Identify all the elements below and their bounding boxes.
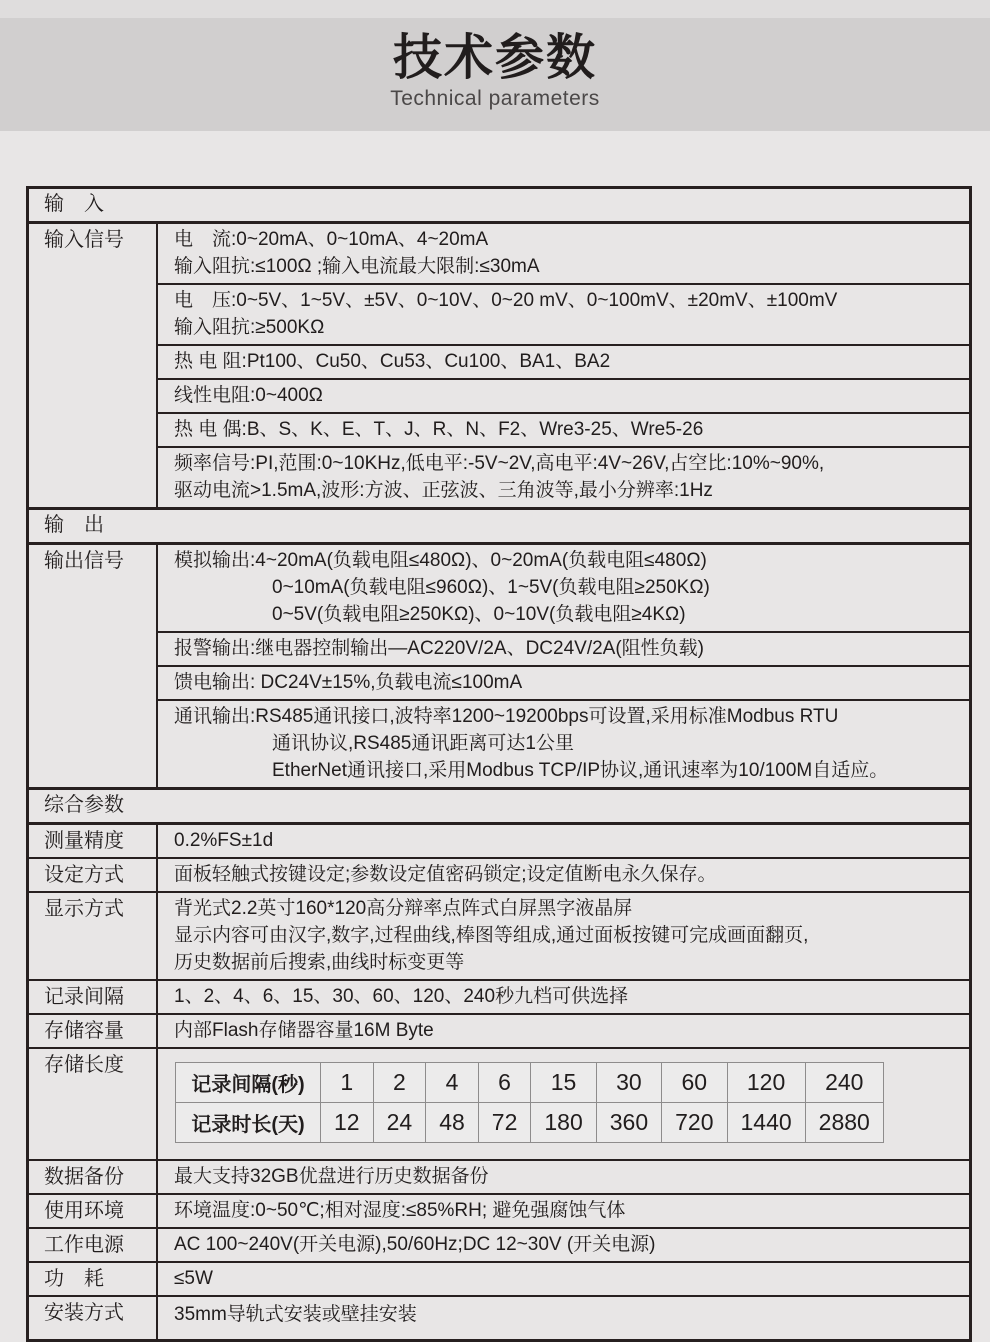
content-line: 35mm导轨式安装或壁挂安装 bbox=[174, 1304, 417, 1325]
storage-row-label: 记录时长(天) bbox=[176, 1103, 321, 1143]
storage-interval-cell: 15 bbox=[531, 1063, 596, 1103]
content-cell-frequency bbox=[158, 446, 969, 507]
storage-row-label: 记录间隔(秒) bbox=[176, 1063, 321, 1103]
section-row-output bbox=[29, 507, 969, 542]
table-row-storage-length bbox=[29, 1047, 969, 1159]
storage-interval-cell: 2 bbox=[373, 1063, 426, 1103]
content-line: 输入阻抗:≤100Ω ;输入电流最大限制:≤30mA bbox=[174, 256, 540, 277]
title-band bbox=[0, 18, 990, 131]
storage-interval-cell: 120 bbox=[727, 1063, 805, 1103]
content-cell-rtd bbox=[158, 344, 969, 378]
table-row-power-supply bbox=[29, 1227, 969, 1261]
row-content bbox=[158, 1229, 969, 1261]
content-line: 0~10mA(负载电阻≤960Ω)、1~5V(负载电阻≥250KΩ) bbox=[272, 577, 710, 598]
storage-header-row bbox=[176, 1063, 884, 1103]
content-cell-current bbox=[158, 224, 969, 283]
content-line: 线性电阻:0~400Ω bbox=[174, 385, 323, 406]
content-line: 背光式2.2英寸160*120高分辩率点阵式白屏黑字液晶屏 bbox=[174, 898, 633, 919]
row-content bbox=[158, 859, 969, 891]
row-content bbox=[158, 1297, 969, 1339]
page-title: 技术参数 bbox=[392, 31, 597, 85]
row-content bbox=[158, 224, 969, 507]
row-label: 存储长度 bbox=[29, 1049, 158, 1159]
content-line: 模拟输出:4~20mA(负载电阻≤480Ω)、0~20mA(负载电阻≤480Ω) bbox=[174, 550, 707, 571]
content-line: 馈电输出: DC24V±15%,负载电流≤100mA bbox=[174, 672, 523, 693]
content-cell-alarm-output bbox=[158, 631, 969, 665]
storage-table-wrap bbox=[158, 1049, 969, 1159]
content-line: 电 流:0~20mA、0~10mA、4~20mA bbox=[174, 229, 489, 250]
storage-interval-cell: 4 bbox=[426, 1063, 479, 1103]
row-label: 功 耗 bbox=[29, 1263, 158, 1295]
content-line: ≤5W bbox=[174, 1268, 213, 1289]
section-label: 输 入 bbox=[44, 193, 104, 215]
content-line: 0~5V(负载电阻≥250KΩ)、0~10V(负载电阻≥4KΩ) bbox=[272, 604, 686, 625]
storage-interval-cell: 240 bbox=[805, 1063, 883, 1103]
table-row-input-signal bbox=[29, 221, 969, 507]
content-line: 频率信号:PI,范围:0~10KHz,低电平:-5V~2V,高电平:4V~26V,占空比:10%~90%, bbox=[174, 453, 825, 474]
content-line: 显示内容可由汉字,数字,过程曲线,棒图等组成,通过面板按键可完成画面翻页, bbox=[174, 925, 809, 946]
content-line: 报警输出:继电器控制输出—AC220V/2A、DC24V/2A(阻性负载) bbox=[174, 638, 704, 659]
content-line: AC 100~240V(开关电源),50/60Hz;DC 12~30V (开关电源) bbox=[174, 1234, 656, 1255]
storage-duration-cell: 720 bbox=[662, 1103, 727, 1143]
storage-duration-row bbox=[176, 1103, 884, 1143]
table-row-setting-method bbox=[29, 857, 969, 891]
row-label: 记录间隔 bbox=[29, 981, 158, 1013]
row-content bbox=[158, 1195, 969, 1227]
content-cell-feed-output bbox=[158, 665, 969, 699]
storage-duration-cell: 12 bbox=[321, 1103, 374, 1143]
row-label: 使用环境 bbox=[29, 1195, 158, 1227]
spec-table bbox=[26, 186, 972, 1342]
storage-duration-cell: 1440 bbox=[727, 1103, 805, 1143]
row-label: 输入信号 bbox=[29, 224, 158, 507]
table-row-power-consumption bbox=[29, 1261, 969, 1295]
content-line: 电 压:0~5V、1~5V、±5V、0~10V、0~20 mV、0~100mV、±20mV、±100mV bbox=[174, 290, 838, 311]
content-line: 面板轻触式按键设定;参数设定值密码锁定;设定值断电永久保存。 bbox=[174, 864, 717, 885]
storage-interval-cell: 30 bbox=[596, 1063, 661, 1103]
row-content bbox=[158, 1015, 969, 1047]
storage-duration-cell: 24 bbox=[373, 1103, 426, 1143]
row-content bbox=[158, 1263, 969, 1295]
row-content bbox=[158, 893, 969, 979]
content-cell-analog-output bbox=[158, 545, 969, 631]
table-row-record-interval bbox=[29, 979, 969, 1013]
content-line: 输入阻抗:≥500KΩ bbox=[174, 317, 325, 338]
top-strip bbox=[0, 0, 990, 18]
content-cell-linear-resistance bbox=[158, 378, 969, 412]
storage-duration-cell: 2880 bbox=[805, 1103, 883, 1143]
content-line: EtherNet通讯接口,采用Modbus TCP/IP协议,通讯速率为10/100M自适应。 bbox=[272, 760, 889, 781]
storage-duration-cell: 72 bbox=[478, 1103, 531, 1143]
row-label: 工作电源 bbox=[29, 1229, 158, 1261]
content-line: 环境温度:0~50℃;相对湿度:≤85%RH; 避免强腐蚀气体 bbox=[174, 1200, 626, 1221]
row-label: 测量精度 bbox=[29, 825, 158, 857]
row-label: 设定方式 bbox=[29, 859, 158, 891]
content-line: 通讯输出:RS485通讯接口,波特率1200~19200bps可设置,采用标准Modbus RTU bbox=[174, 706, 839, 727]
content-cell-thermocouple bbox=[158, 412, 969, 446]
table-row-display-method bbox=[29, 891, 969, 979]
table-row-environment bbox=[29, 1193, 969, 1227]
storage-interval-cell: 1 bbox=[321, 1063, 374, 1103]
content-line: 最大支持32GB优盘进行历史数据备份 bbox=[174, 1166, 489, 1187]
section-row-input bbox=[29, 189, 969, 221]
content-line: 驱动电流>1.5mA,波形:方波、正弦波、三角波等,最小分辨率:1Hz bbox=[174, 480, 713, 501]
content-line: 0.2%FS±1d bbox=[174, 830, 274, 851]
storage-duration-cell: 180 bbox=[531, 1103, 596, 1143]
table-row-output-signal bbox=[29, 542, 969, 787]
storage-duration-cell: 360 bbox=[596, 1103, 661, 1143]
content-line: 历史数据前后搜索,曲线时标变更等 bbox=[174, 952, 465, 973]
storage-table bbox=[175, 1062, 884, 1143]
content-line: 热 电 偶:B、S、K、E、T、J、R、N、F2、Wre3-25、Wre5-26 bbox=[174, 419, 704, 440]
content-line: 1、2、4、6、15、30、60、120、240秒九档可供选择 bbox=[174, 986, 629, 1007]
table-row-installation bbox=[29, 1295, 969, 1339]
table-row-accuracy bbox=[29, 822, 969, 857]
section-label: 综合参数 bbox=[44, 794, 124, 816]
row-content bbox=[158, 825, 969, 857]
storage-duration-cell: 48 bbox=[426, 1103, 479, 1143]
table-row-storage-capacity bbox=[29, 1013, 969, 1047]
page-subtitle: Technical parameters bbox=[390, 87, 600, 111]
content-cell-voltage bbox=[158, 283, 969, 344]
content-line: 通讯协议,RS485通讯距离可达1公里 bbox=[272, 733, 574, 754]
row-label: 数据备份 bbox=[29, 1161, 158, 1193]
row-label: 存储容量 bbox=[29, 1015, 158, 1047]
row-label: 输出信号 bbox=[29, 545, 158, 787]
row-content bbox=[158, 981, 969, 1013]
content-line: 内部Flash存储器容量16M Byte bbox=[174, 1020, 434, 1041]
storage-interval-cell: 6 bbox=[478, 1063, 531, 1103]
content-line: 热 电 阻:Pt100、Cu50、Cu53、Cu100、BA1、BA2 bbox=[174, 351, 611, 372]
table-row-data-backup bbox=[29, 1159, 969, 1193]
row-label: 显示方式 bbox=[29, 893, 158, 979]
content-cell-communication-output bbox=[158, 699, 969, 787]
row-content bbox=[158, 1161, 969, 1193]
row-content bbox=[158, 1049, 969, 1159]
row-label: 安装方式 bbox=[29, 1297, 158, 1339]
row-content bbox=[158, 545, 969, 787]
storage-interval-cell: 60 bbox=[662, 1063, 727, 1103]
section-label: 输 出 bbox=[44, 514, 104, 536]
section-row-general bbox=[29, 787, 969, 822]
